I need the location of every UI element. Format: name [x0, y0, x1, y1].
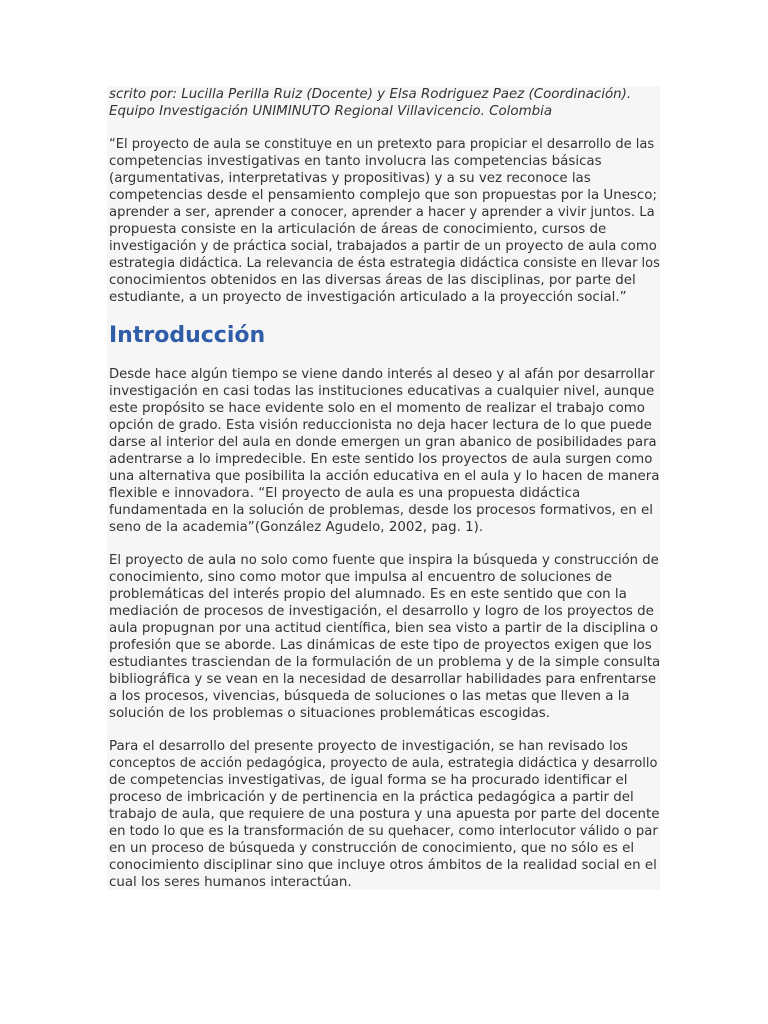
paragraph-line: de competencias investigativas, de igual forma se ha procurado identificar el — [109, 773, 628, 788]
paragraph-line: trabajo de aula, que requiere de una postura y una apuesta por parte del docente — [109, 807, 660, 822]
paragraph-line: a los procesos, vivencias, búsqueda de soluciones o las metas que lleven a la — [109, 689, 630, 704]
paragraph-line: opción de grado. Esta visión reduccionista no deja hacer lectura de lo que puede — [109, 418, 652, 433]
paragraph-line: seno de la academia”(González Agudelo, 2002, pag. 1). — [109, 520, 484, 535]
paragraph-line: Desde hace algún tiempo se viene dando interés al deseo y al afán por desarrollar — [109, 367, 655, 382]
paragraph-line: investigación en casi todas las instituciones educativas a cualquier nivel, aunque — [109, 384, 655, 399]
paragraph-line: adentrarse a lo impredecible. En este sentido los proyectos de aula surgen como — [109, 452, 653, 467]
paragraph-line: mediación de procesos de investigación, el desarrollo y logro de los proyectos de — [109, 604, 654, 619]
quote-line: estudiante, a un proyecto de investigación articulado a la proyección social.” — [109, 290, 627, 305]
paragraph-line: Para el desarrollo del presente proyecto de investigación, se han revisado los — [109, 739, 628, 754]
quote-line: estrategia didáctica. La relevancia de ésta estrategia didáctica consiste en llevar los — [109, 256, 660, 271]
paragraph-line: El proyecto de aula no solo como fuente que inspira la búsqueda y construcción de — [109, 553, 659, 568]
paragraph-line: conceptos de acción pedagógica, proyecto de aula, estrategia didáctica y desarrollo — [109, 756, 658, 771]
paragraph-line: fundamentada en la solución de problemas, desde los procesos formativos, en el — [109, 503, 653, 518]
paragraph-line: bibliográfica y se vean en la necesidad de desarrollar habilidades para enfrentarse — [109, 672, 657, 687]
paragraph-line: conocimiento disciplinar sino que incluye otros ámbitos de la realidad social en el — [109, 858, 657, 873]
quote-line: competencias investigativas en tanto involucra las competencias básicas — [109, 154, 602, 169]
paragraph-line: una alternativa que posibilita la acción educativa en el aula y lo hacen de manera — [109, 469, 660, 484]
quote-line: “El proyecto de aula se constituye en un pretexto para propiciar el desarrollo de las — [109, 137, 655, 152]
document-content — [107, 86, 660, 890]
paragraph-3 — [109, 738, 660, 891]
quote-line: competencias desde el pensamiento complejo que son propuestas por la Unesco; — [109, 188, 657, 203]
author-line: Equipo Investigación UNIMINUTO Regional Villavicencio. Colombia — [109, 104, 553, 119]
abstract-quote — [109, 136, 660, 306]
paragraph-line: cual los seres humanos interactúan. — [109, 875, 352, 890]
quote-line: (argumentativas, interpretativas y propositivas) y a su vez reconoce las — [109, 171, 591, 186]
paragraph-line: este propósito se hace evidente solo en el momento de realizar el trabajo como — [109, 401, 645, 416]
author-credit — [109, 86, 660, 120]
quote-line: investigación y de práctica social, trabajados a partir de un proyecto de aula como — [109, 239, 657, 254]
paragraph-line: problemáticas del interés propio del alumnado. Es en este sentido que con la — [109, 587, 627, 602]
paragraph-line: flexible e innovadora. “El proyecto de aula es una propuesta didáctica — [109, 486, 581, 501]
quote-line: propuesta consiste en la articulación de áreas de conocimiento, cursos de — [109, 222, 607, 237]
author-line: scrito por: Lucilla Perilla Ruiz (Docente) y Elsa Rodriguez Paez (Coordinación). — [109, 87, 632, 102]
paragraph-line: estudiantes trasciendan de la formulación de un problema y de la simple consulta — [109, 655, 661, 670]
paragraph-line: en todo lo que es la transformación de su quehacer, como interlocutor válido o par — [109, 824, 658, 839]
paragraph-line: proceso de imbricación y de pertinencia en la práctica pedagógica a partir del — [109, 790, 634, 805]
paragraph-line: darse al interior del aula en donde emergen un gran abanico de posibilidades para — [109, 435, 657, 450]
section-heading: Introducción — [109, 323, 266, 348]
paragraph-line: profesión que se aborde. Las dinámicas de este tipo de proyectos exigen que los — [109, 638, 652, 653]
paragraph-line: aula propugnan por una actitud científica, bien sea visto a partir de la disciplina o — [109, 621, 659, 636]
paragraph-1 — [109, 366, 660, 536]
paragraph-2 — [109, 552, 660, 722]
paragraph-line: en un proceso de búsqueda y construcción de conocimiento, que no sólo es el — [109, 841, 635, 856]
paragraph-line: solución de los problemas o situaciones problemáticas escogidas. — [109, 706, 551, 721]
quote-line: aprender a ser, aprender a conocer, aprender a hacer y aprender a vivir juntos. La — [109, 205, 655, 220]
quote-line: conocimientos obtenidos en las diversas áreas de las disciplinas, por parte del — [109, 273, 636, 288]
paragraph-line: conocimiento, sino como motor que impulsa al encuentro de soluciones de — [109, 570, 613, 585]
